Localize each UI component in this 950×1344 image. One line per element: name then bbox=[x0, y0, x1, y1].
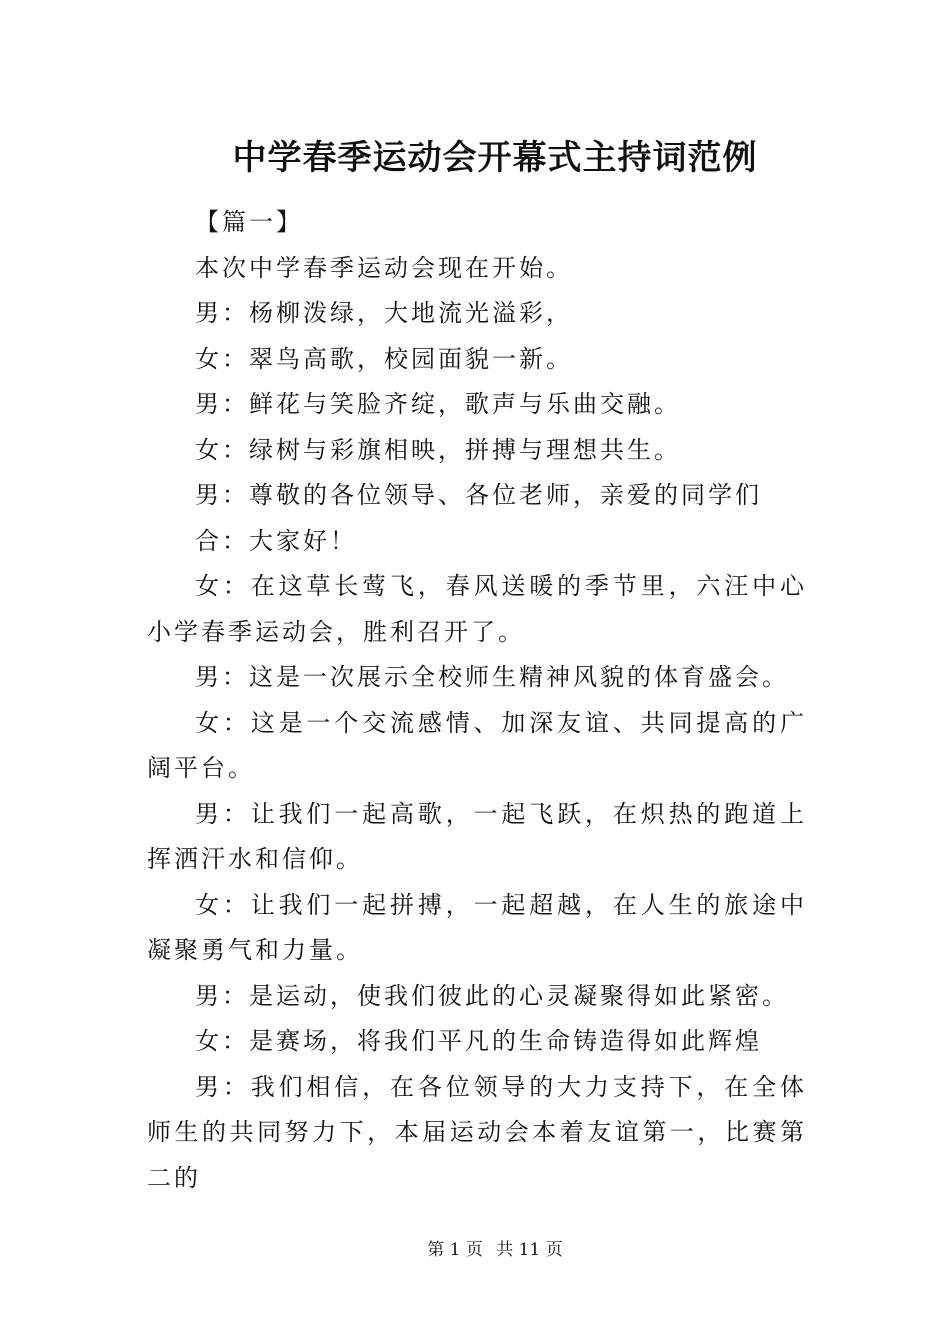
paragraph: 女：在这草长莺飞，春风送暖的季节里，六汪中心小学春季运动会，胜利召开了。 bbox=[147, 572, 807, 646]
paragraph: 女：让我们一起拼搏，一起超越，在人生的旅途中凝聚勇气和力量。 bbox=[147, 890, 807, 964]
paragraph: 本次中学春季运动会现在开始。 bbox=[195, 253, 573, 282]
paragraph: 男：杨柳泼绿，大地流光溢彩， bbox=[195, 299, 573, 327]
paragraph: 男：我们相信，在各位领导的大力支持下，在全体师生的共同努力下，本届运动会本着友谊第一，比赛第二的 bbox=[147, 1072, 807, 1192]
paragraph: 合：大家好！ bbox=[195, 526, 357, 555]
paragraph: 男：这是一次展示全校师生精神风貌的体育盛会。 bbox=[195, 663, 789, 691]
page-number: 第 1 页 bbox=[427, 1240, 483, 1260]
paragraph: 【篇一】 bbox=[195, 208, 303, 236]
paragraph: 女：绿树与彩旗相映，拼搏与理想共生。 bbox=[195, 435, 681, 464]
paragraph: 男：尊敬的各位领导、各位老师，亲爱的同学们 bbox=[195, 481, 762, 509]
paragraph: 男：让我们一起高歌，一起飞跃，在炽热的跑道上挥洒汗水和信仰。 bbox=[147, 799, 807, 873]
document-body bbox=[147, 200, 807, 1201]
paragraph: 男：是运动，使我们彼此的心灵凝聚得如此紧密。 bbox=[195, 981, 789, 1010]
paragraph: 女：这是一个交流感情、加深友谊、共同提高的广阔平台。 bbox=[147, 708, 807, 782]
paragraph: 女：是赛场，将我们平凡的生命铸造得如此辉煌 bbox=[195, 1027, 762, 1055]
paragraph: 男：鲜花与笑脸齐绽，歌声与乐曲交融。 bbox=[195, 390, 681, 418]
document-title: 中学春季运动会开幕式主持词范例 bbox=[232, 138, 758, 178]
page-footer bbox=[0, 1238, 950, 1262]
page-total: 共 11 页 bbox=[496, 1240, 563, 1260]
paragraph: 女：翠鸟高歌，校园面貌一新。 bbox=[195, 344, 573, 373]
